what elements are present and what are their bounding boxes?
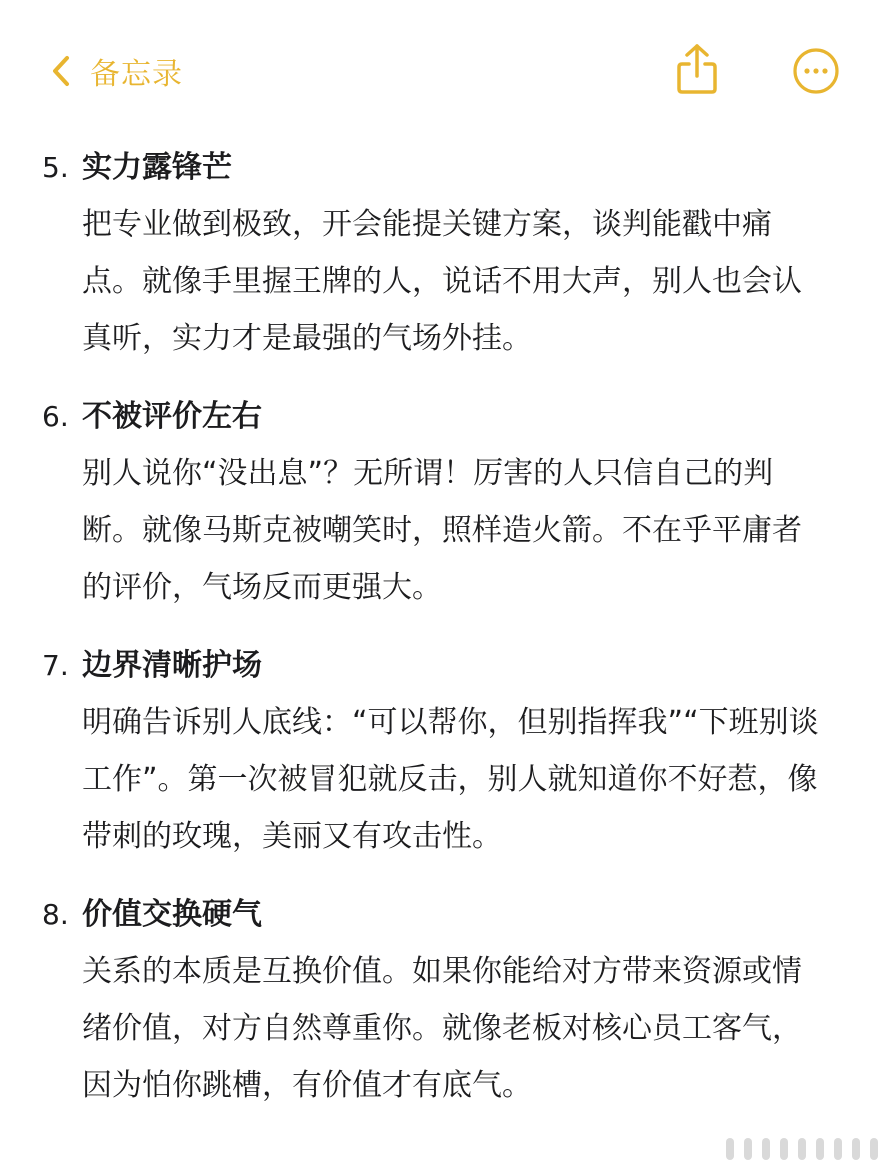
chevron-left-icon	[50, 54, 72, 88]
list-item	[0, 887, 880, 1114]
item-body: 明确告诉别人底线：“可以帮你，但别指挥我”“下班别谈工作”。第一次被冒犯就反击，别人就知道你不好惹，像带刺的玫瑰，美丽又有攻击性。	[82, 705, 819, 854]
item-title: 边界清晰护场	[82, 648, 262, 683]
share-icon	[674, 83, 720, 102]
more-icon	[792, 80, 840, 99]
watermark-logo	[726, 1138, 880, 1160]
list-item	[0, 389, 880, 616]
navigation-bar	[0, 0, 880, 140]
item-title: 实力露锋芒	[82, 150, 232, 185]
item-number: 7.	[42, 649, 69, 682]
item-body: 关系的本质是互换价值。如果你能给对方带来资源或情绪价值，对方自然尊重你。就像老板对核心员工客气，因为怕你跳槽，有价值才有底气。	[82, 954, 802, 1103]
note-content[interactable]	[0, 140, 880, 1136]
more-button[interactable]	[792, 47, 840, 95]
item-number: 6.	[42, 400, 69, 433]
item-body: 把专业做到极致，开会能提关键方案，谈判能戳中痛点。就像手里握王牌的人，说话不用大声，别人也会认真听，实力才是最强的气场外挂。	[82, 207, 802, 356]
item-title: 不被评价左右	[82, 399, 262, 434]
back-button[interactable]	[50, 46, 183, 96]
list-item	[0, 638, 880, 865]
list-item	[0, 140, 880, 367]
item-number: 5.	[42, 151, 69, 184]
item-number: 8.	[42, 898, 69, 931]
item-title: 价值交换硬气	[82, 897, 262, 932]
share-button[interactable]	[674, 42, 720, 98]
item-body: 别人说你“没出息”？无所谓！厉害的人只信自己的判断。就像马斯克被嘲笑时，照样造火箭。不在乎平庸者的评价，气场反而更强大。	[82, 456, 802, 605]
back-label: 备忘录	[90, 57, 183, 92]
